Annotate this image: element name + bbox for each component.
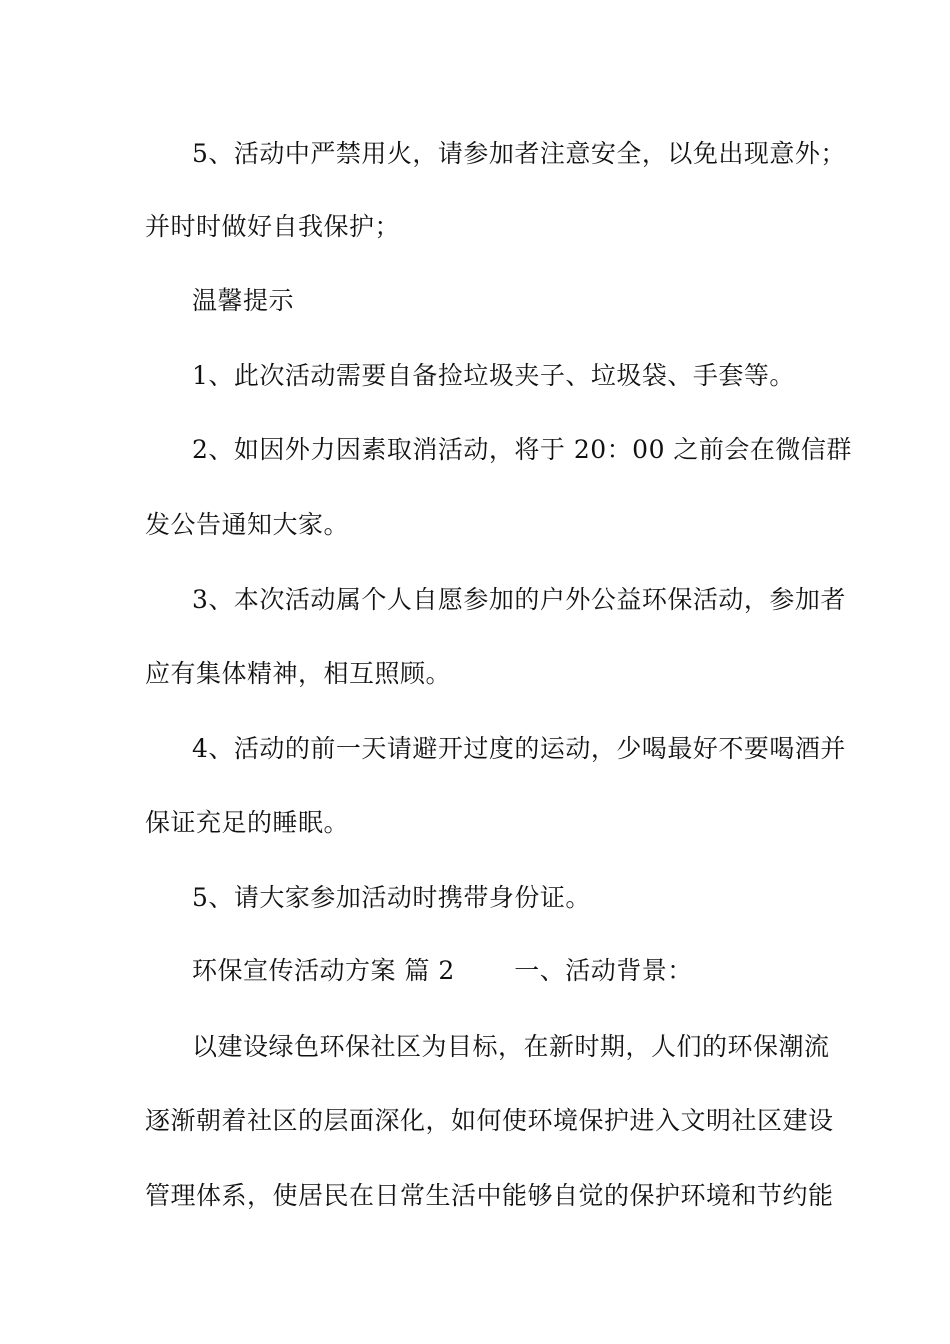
paragraph-line: 5、活动中严禁用火，请参加者注意安全，以免出现意外；	[192, 139, 846, 168]
paragraph-line: 1、此次活动需要自备捡垃圾夹子、垃圾袋、手套等。	[192, 361, 795, 390]
paragraph-line: 并时时做好自我保护；	[145, 212, 401, 241]
paragraph-line: 3、本次活动属个人自愿参加的户外公益环保活动，参加者	[192, 585, 846, 614]
paragraph-line: 2、如因外力因素取消活动，将于 20：00 之前会在微信群	[192, 435, 852, 464]
paragraph-line: 发公告通知大家。	[145, 510, 350, 539]
paragraph-line: 以建设绿色环保社区为目标，在新时期，人们的环保潮流	[192, 1032, 830, 1061]
paragraph-line: 4、活动的前一天请避开过度的运动，少喝最好不要喝酒并	[192, 734, 846, 763]
section-heading: 温馨提示	[192, 286, 295, 315]
paragraph-line: 保证充足的睡眠。	[145, 808, 350, 837]
section-heading: 环保宣传活动方案 篇 2 一、活动背景：	[192, 956, 693, 985]
paragraph-line: 管理体系，使居民在日常生活中能够自觉的保护环境和节约能	[145, 1181, 834, 1210]
paragraph-line: 5、请大家参加活动时携带身份证。	[192, 883, 591, 912]
paragraph-line: 应有集体精神，相互照顾。	[145, 659, 452, 688]
paragraph-line: 逐渐朝着社区的层面深化，如何使环境保护进入文明社区建设	[145, 1106, 834, 1135]
